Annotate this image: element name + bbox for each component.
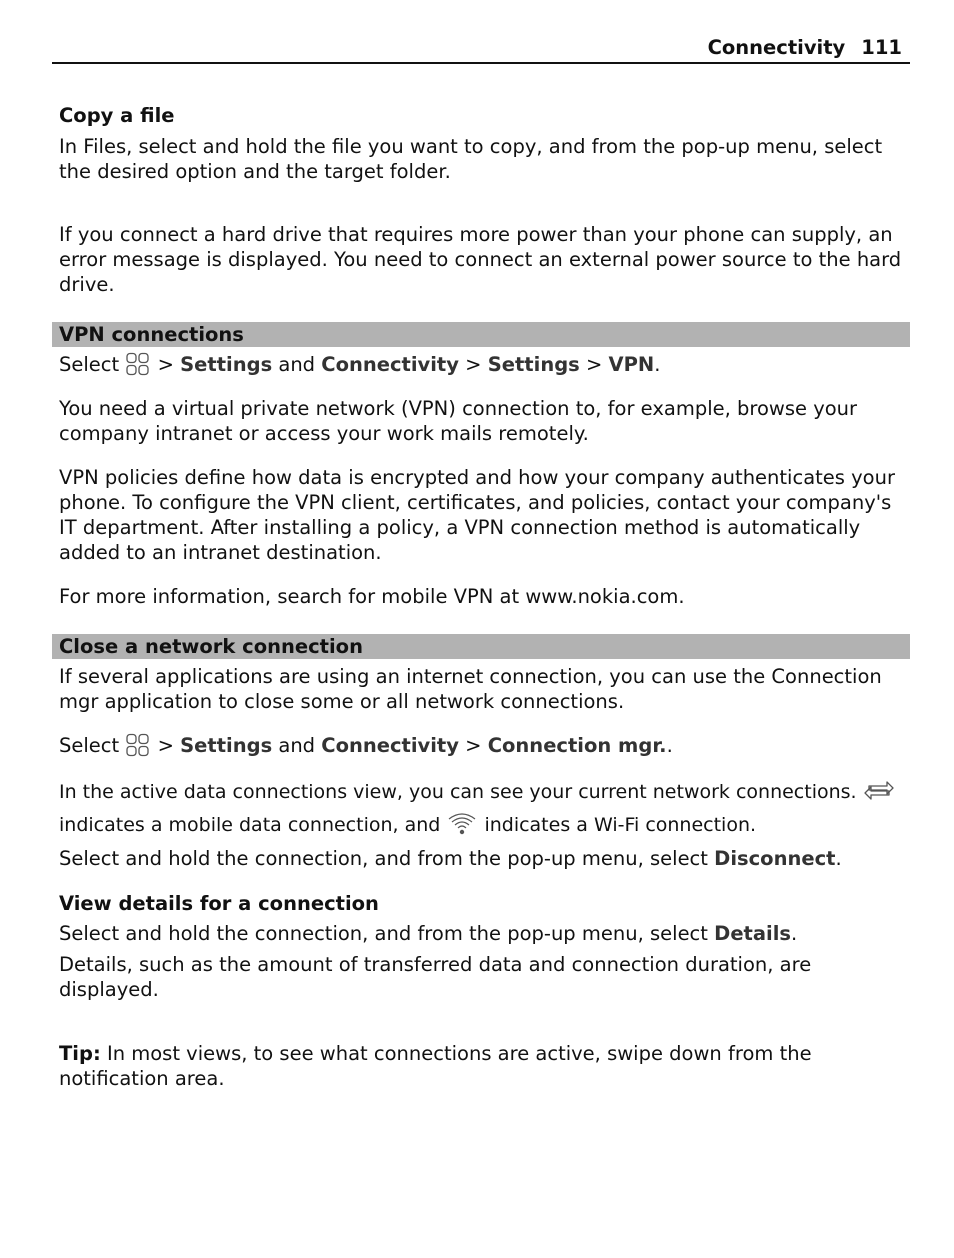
copy-file-body: In Files, select and hold the file you want to copy, and from the pop-up menu, select the desired option and the target folder. (59, 135, 883, 183)
connections-view-text: In the active data connections view, you can see your current network connections. (59, 781, 857, 803)
path-separator: > (458, 353, 488, 376)
tip-paragraph (59, 1041, 909, 1091)
sentence-end: . (791, 922, 798, 945)
path-settings: Settings (180, 353, 273, 376)
path-end: . (654, 353, 661, 376)
path-connection-mgr: Connection mgr. (487, 734, 667, 757)
path-connectivity: Connectivity (321, 353, 459, 376)
close-heading-text: Close a network connection (59, 635, 363, 658)
details-paragraph-1 (59, 921, 909, 946)
details-paragraph-2: Details, such as the amount of transferred data and connection duration, are displayed. (59, 953, 812, 1001)
path-and: and (272, 353, 322, 376)
path-select: Select (59, 734, 120, 757)
tip-label: Tip: (59, 1042, 101, 1065)
path-and: and (272, 734, 322, 757)
vpn-menu-path (59, 352, 909, 382)
details-option: Details (714, 922, 792, 945)
close-paragraph-2 (59, 777, 909, 843)
path-end: . (666, 734, 673, 757)
mobile-data-arrows-icon (863, 777, 895, 810)
header-section-title: Connectivity (707, 36, 846, 59)
path-vpn: VPN (608, 353, 655, 376)
close-section-heading (52, 634, 910, 659)
page-header (52, 34, 910, 64)
menu-grid-icon (125, 733, 151, 763)
vpn-section-heading (52, 322, 910, 347)
path-separator: > (151, 734, 181, 757)
tip-text: In most views, to see what connections are active, swipe down from the notification area. (59, 1042, 812, 1090)
menu-grid-icon (125, 352, 151, 382)
sentence-end: . (835, 847, 842, 870)
vpn-paragraph-3: For more information, search for mobile VPN at www.nokia.com. (59, 585, 685, 608)
path-separator: > (458, 734, 488, 757)
close-paragraph-3 (59, 846, 909, 871)
disconnect-instruction: Select and hold the connection, and from the pop-up menu, select (59, 847, 715, 870)
path-select: Select (59, 353, 120, 376)
wifi-icon (446, 810, 478, 843)
vpn-paragraph-2: VPN policies define how data is encrypted and how your company authenticates your phone. To configure the VPN client, certificates, and policies, contact your company's IT department. After installing a policy, a VPN connection method is automatically added to an intranet destination. (59, 466, 895, 564)
path-connectivity: Connectivity (321, 734, 459, 757)
close-menu-path (59, 733, 909, 763)
close-paragraph-1: If several applications are using an internet connection, you can use the Connection mgr application to close some or all network connections. (59, 665, 882, 713)
path-separator: > (579, 353, 609, 376)
header-page-number: 111 (861, 36, 902, 59)
mobile-data-text: indicates a mobile data connection, and (59, 814, 441, 836)
vpn-heading-text: VPN connections (59, 323, 244, 346)
details-instruction: Select and hold the connection, and from the pop-up menu, select (59, 922, 715, 945)
hard-drive-note: If you connect a hard drive that requires more power than your phone can supply, an error message is displayed. You need to connect an external power source to the hard drive. (59, 223, 902, 296)
copy-file-heading: Copy a file (59, 104, 175, 127)
path-settings-2: Settings (487, 353, 580, 376)
details-heading: View details for a connection (59, 892, 379, 915)
path-separator: > (151, 353, 181, 376)
wifi-text: indicates a Wi-Fi connection. (484, 814, 757, 836)
vpn-paragraph-1: You need a virtual private network (VPN) connection to, for example, browse your company intranet or access your work mails remotely. (59, 397, 858, 445)
disconnect-option: Disconnect (714, 847, 836, 870)
path-settings: Settings (180, 734, 273, 757)
